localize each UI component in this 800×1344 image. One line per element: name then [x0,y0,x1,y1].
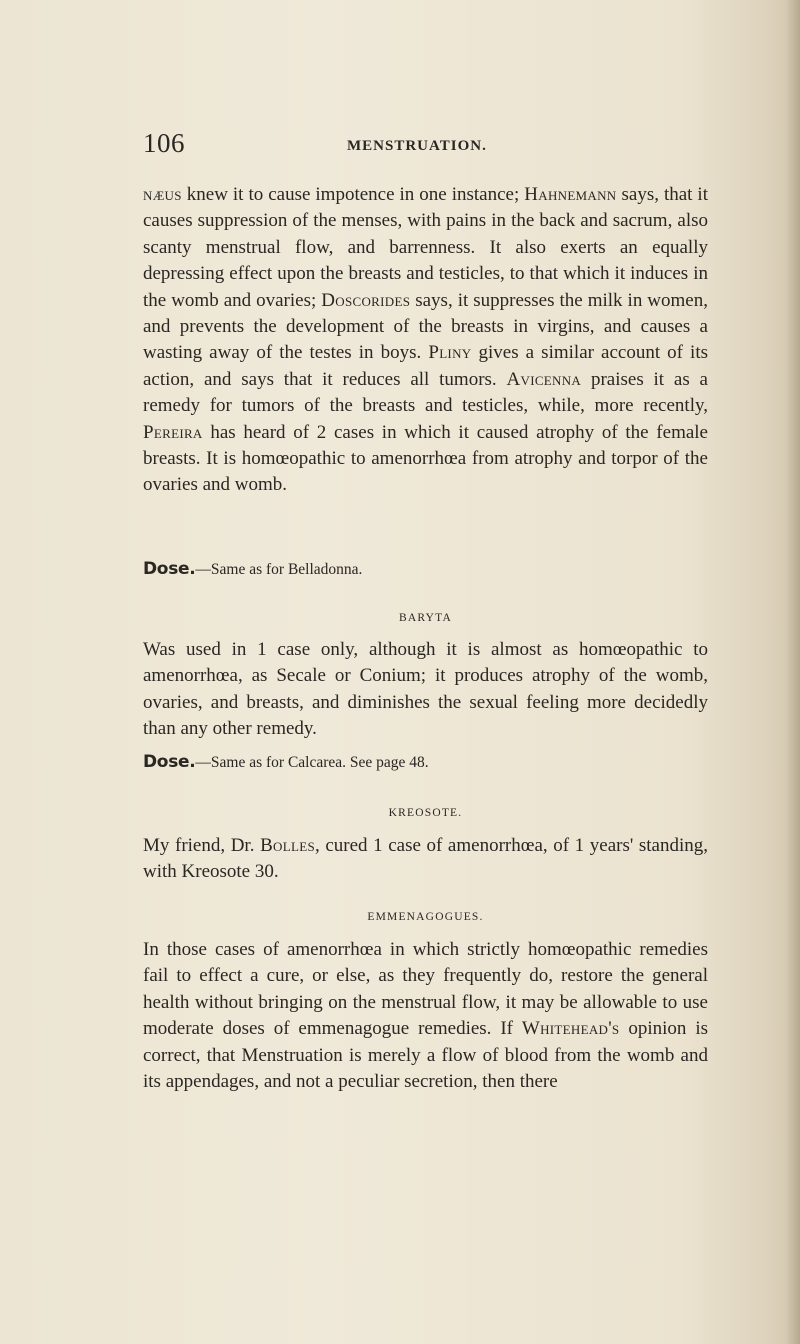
paragraph-conium-continued: næus knew it to cause impotence in one instance; Hahnemann says, that it causes suppression of the menses, with pains in the back and sacrum, also scanty menstrual flow, and barrenness. It also exerts an equally depressing effect upon the breasts and testicles, to that which it induces in the womb and ovaries; Doscorides says, it suppresses the milk in women, and prevents the development of the breasts in virgins, and causes a wasting away of the testes in boys. Pliny gives a similar account of its action, and says that it reduces all tumors. Avicenna praises it as a remedy for tumors of the breasts and testicles, while, more recently, Pereira has heard of 2 cases in which it caused atrophy of the female breasts. It is homœopathic to amenorrhœa from atrophy and torpor of the ovaries and womb. [143,184,709,496]
author-name: Hahnemann [524,184,617,205]
author-name: Whitehead's [521,1018,620,1040]
dose-label: Dose. [143,752,196,772]
dose-calcarea: Dose.—Same as for Calcarea. See page 48. [143,752,429,772]
author-name: Bolles [260,835,315,856]
paragraph-emmenagogues: In those cases of amenorrhœa in which strictly homœopathic remedies fail to effect a cure, or else, as they frequently do, restore the general health without bringing on the menstrual flow, it may be allowable to use moderate doses of emmenagogue remedies. If Whitehead's opinion is correct, that Menstruation is merely a flow of blood from the womb and its appendages, and not a peculiar secretion, then there [143,939,708,1093]
paragraph-baryta: Was used in 1 case only, although it is almost as homœopathic to amenorrhœa, as Secale or Conium; it produces atrophy of the womb, ovaries, and breasts, and diminishes the sexual feeling more decidedly than any other remedy. [143,639,708,740]
page-header [143,128,708,168]
heading-baryta: BARYTA [399,612,452,624]
author-name: næus [143,184,182,205]
dose-belladonna: Dose.—Same as for Belladonna. [143,559,363,579]
running-head: MENSTRUATION. [347,138,487,154]
author-name: Doscorides [321,289,411,311]
paragraph-kreosote: My friend, Dr. Bolles, cured 1 case of amenorrhœa, of 1 years' standing, with Kreosote 30. [143,835,709,883]
author-name: Pereira [143,421,203,443]
author-name: Pliny [428,342,472,364]
page-number: 106 [143,128,185,158]
page-edge-shadow [786,0,800,1344]
dose-label: Dose. [143,559,196,579]
heading-emmenagogues: EMMENAGOGUES. [367,911,484,923]
author-name: Avicenna [506,368,582,390]
heading-kreosote: KREOSOTE. [388,807,463,819]
